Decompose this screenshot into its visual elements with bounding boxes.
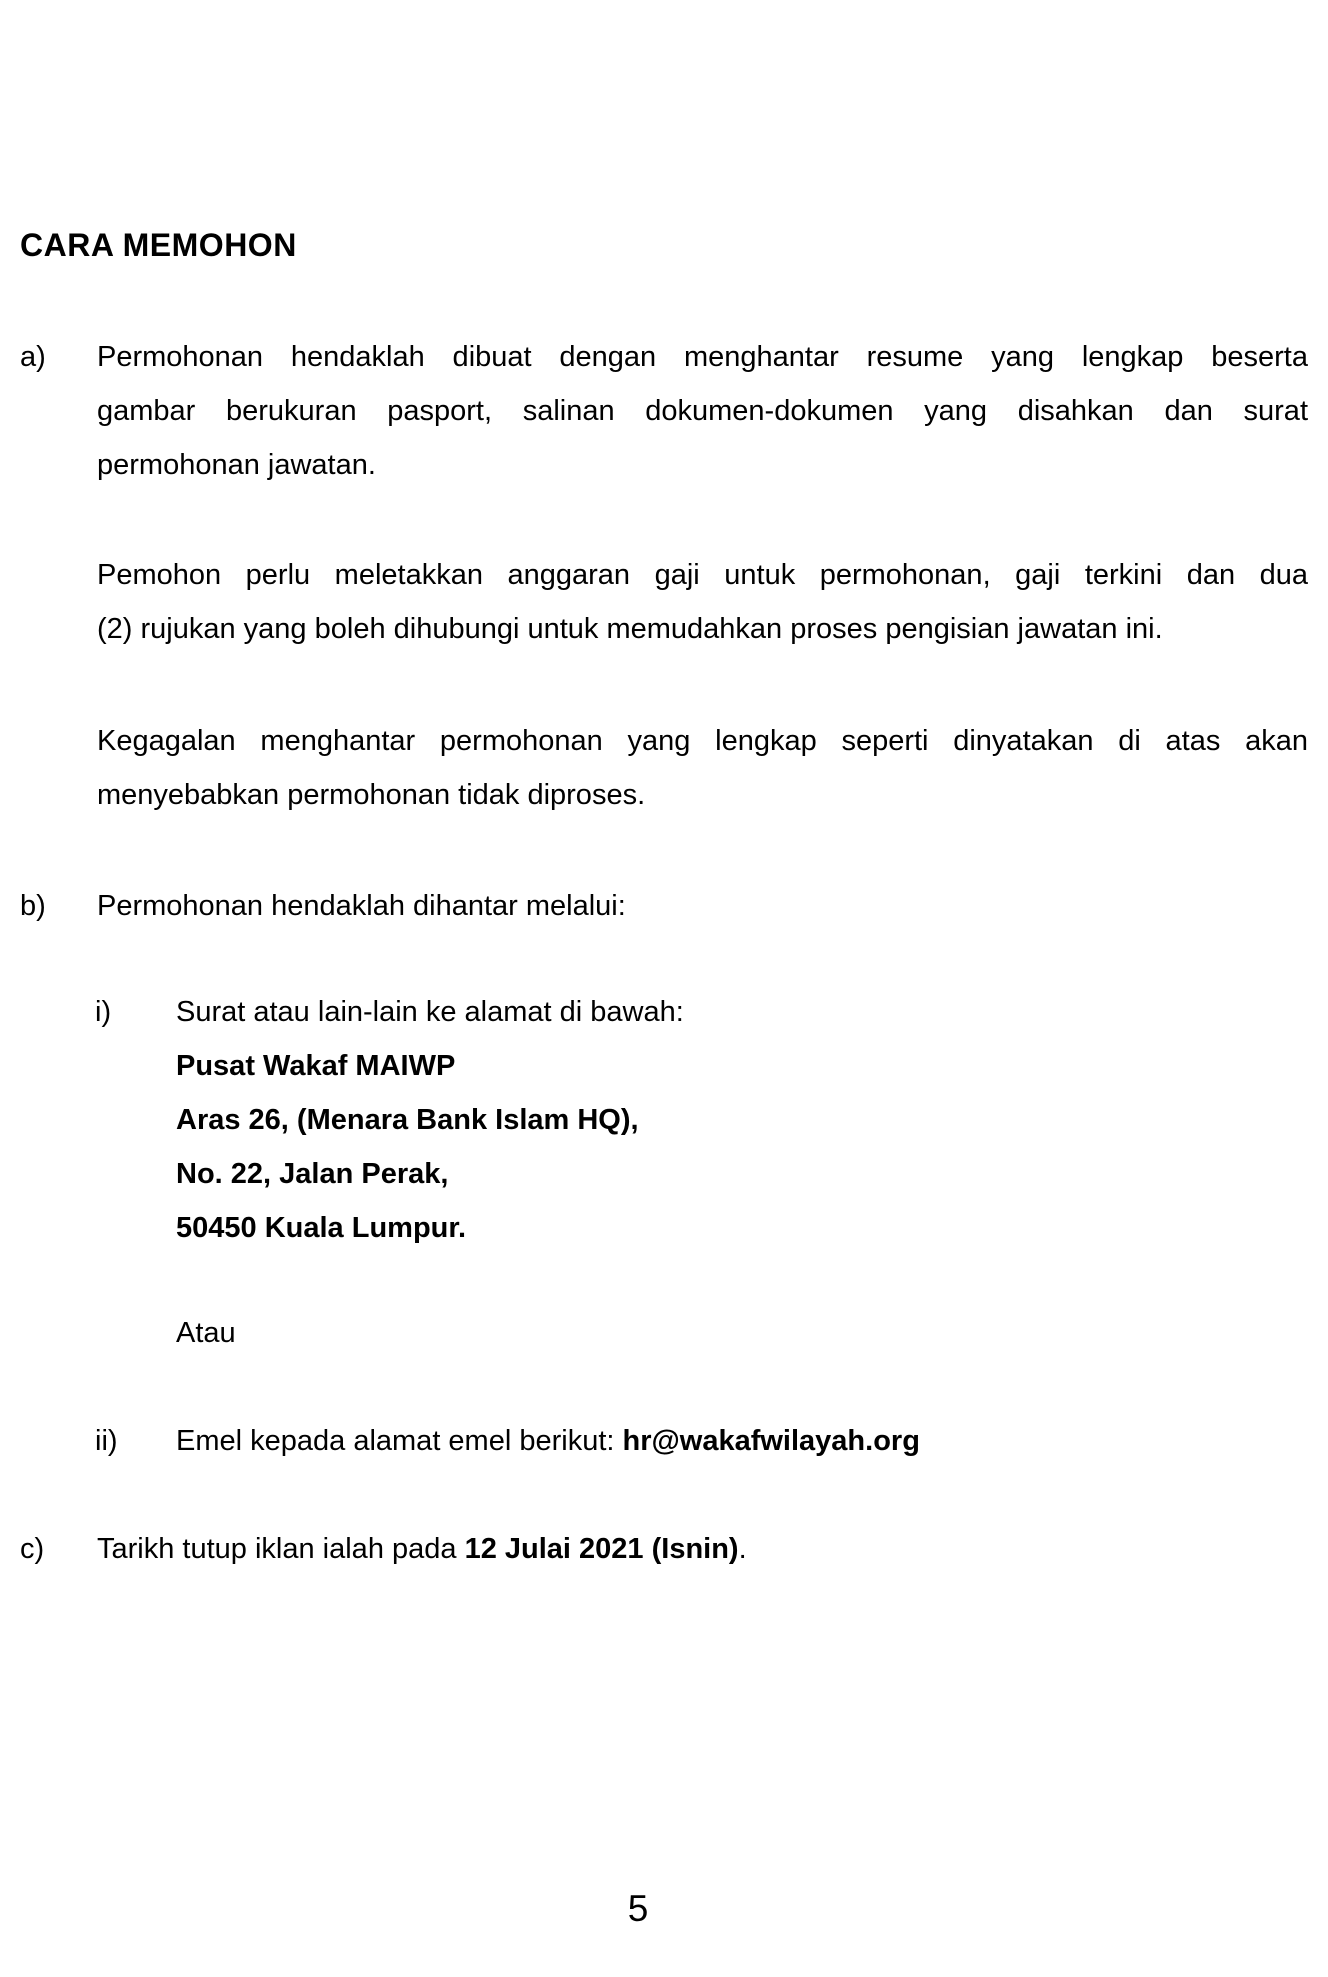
list-item-c-label: c): [20, 1533, 45, 1565]
or-text: Atau: [176, 1317, 236, 1349]
address-line: Aras 26, (Menara Bank Islam HQ),: [176, 1104, 639, 1136]
paragraph-salary-info: [97, 548, 1308, 656]
section-heading: CARA MEMOHON: [20, 227, 297, 263]
closing-date-period: .: [738, 1533, 747, 1565]
list-item-a-body: [97, 330, 1308, 492]
paragraph-line: gambar berukuran pasport, salinan dokumen-dokumen yang disahkan dan surat: [97, 395, 1308, 427]
list-item-b-text: Permohonan hendaklah dihantar melalui:: [97, 890, 626, 922]
list-item-a-label: a): [20, 341, 46, 373]
sub-item-i-body: [176, 985, 1308, 1255]
closing-date: 12 Julai 2021 (Isnin): [464, 1533, 739, 1565]
sub-item-ii-text: [176, 1414, 1308, 1468]
list-item-c-text: [97, 1522, 1308, 1576]
paragraph-line: (2) rujukan yang boleh dihubungi untuk memudahkan proses pengisian jawatan ini.: [97, 613, 1163, 645]
paragraph-line: Pemohon perlu meletakkan anggaran gaji untuk permohonan, gaji terkini dan dua: [97, 559, 1308, 591]
list-item-b: [20, 879, 1308, 933]
closing-date-text: Tarikh tutup iklan ialah pada: [97, 1533, 465, 1565]
sub-item-i-label: i): [95, 996, 112, 1028]
paragraph-line: Kegagalan menghantar permohonan yang lengkap seperti dinyatakan di atas akan: [97, 725, 1308, 757]
list-item-b-label: b): [20, 890, 46, 922]
sub-item-ii-label: ii): [95, 1425, 118, 1457]
address-line: No. 22, Jalan Perak,: [176, 1158, 449, 1190]
sub-item-i-text: Surat atau lain-lain ke alamat di bawah:: [176, 996, 684, 1028]
list-item-a: [20, 330, 1308, 492]
paragraph-line: permohonan jawatan.: [97, 449, 376, 481]
sub-item-i: [95, 985, 1308, 1255]
address-line: Pusat Wakaf MAIWP: [176, 1050, 456, 1082]
paragraph-line: Permohonan hendaklah dibuat dengan menghantar resume yang lengkap beserta: [97, 341, 1308, 373]
sub-item-ii: [95, 1414, 1308, 1468]
list-item-c: [20, 1522, 1308, 1576]
paragraph-incomplete-warning: [97, 714, 1308, 822]
email-instruction-text: Emel kepada alamat emel berikut:: [176, 1425, 623, 1457]
page-number: 5: [627, 1888, 649, 1929]
paragraph-line: menyebabkan permohonan tidak diproses.: [97, 779, 646, 811]
email-address: hr@wakafwilayah.org: [622, 1425, 920, 1457]
address-line: 50450 Kuala Lumpur.: [176, 1212, 467, 1244]
